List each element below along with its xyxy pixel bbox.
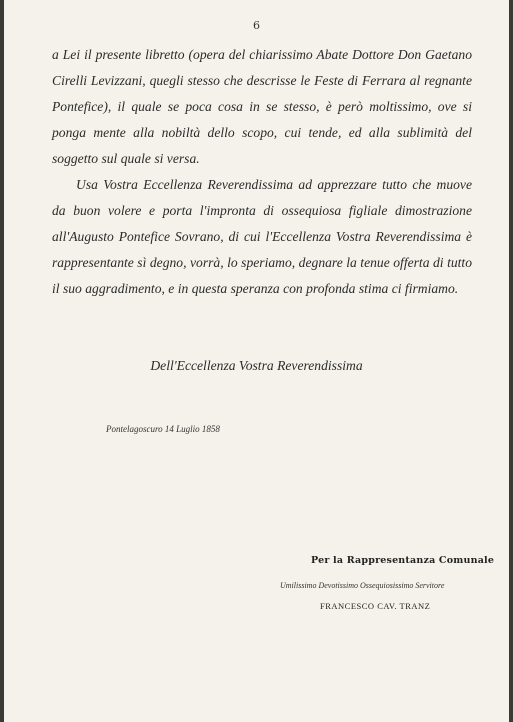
paragraph-1: a Lei il presente libretto (opera del chiarissimo Abate Dottore Don Gaetano Cirelli Levizzani, quegli stesso che descrisse le Feste di Ferrara al regnante Pontefice), il quale se poca cosa in se stesso, è però moltissimo, ove si ponga mente alla nobiltà dello scopo, cui tende, ed alla sublimità del soggetto sul quale si versa. bbox=[52, 47, 472, 166]
paragraph-2: Usa Vostra Eccellenza Reverendissima ad apprezzare tutto che muove da buon volere e porta l'impronta di ossequiosa figliale dimostrazione all'Augusto Pontefice Sovrano, di cui l'Eccellenza Vostra Reverendissima è rappresentante sì degno, vorrà, lo speriamo, degnare la tenue offerta di tutto il suo aggradimento, e in questa speranza con profonda stima ci firmiamo. bbox=[52, 177, 472, 296]
signatory-name: FRANCESCO CAV. TRANZ bbox=[320, 601, 431, 611]
document-page bbox=[4, 0, 509, 722]
page-number: 6 bbox=[253, 19, 260, 32]
signature-heading: Per la Rappresentanza Comunale bbox=[311, 555, 495, 566]
closing-salutation: Dell'Eccellenza Vostra Reverendissima bbox=[150, 358, 363, 373]
place-and-date: Pontelagoscuro 14 Luglio 1858 bbox=[106, 424, 220, 434]
signature-subtitle: Umilissimo Devotissimo Ossequiosissimo Servitore bbox=[280, 581, 445, 590]
letter-body bbox=[52, 42, 472, 302]
